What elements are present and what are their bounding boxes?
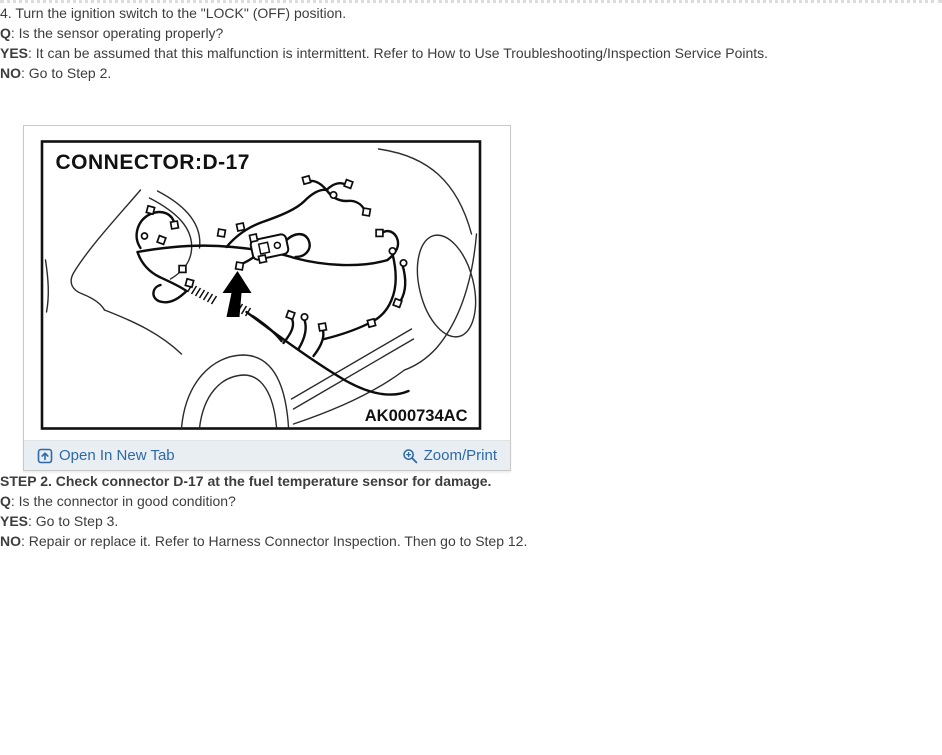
- question-label: Q: [0, 25, 11, 41]
- open-in-new-tab-icon: [37, 448, 53, 464]
- zoom-print-label: Zoom/Print: [423, 447, 497, 464]
- figure-frame: [23, 125, 511, 471]
- step-2-heading: STEP 2. Check connector D-17 at the fuel temperature sensor for damage.: [0, 473, 492, 489]
- diagram-title: CONNECTOR:D-17: [55, 151, 250, 174]
- open-in-new-tab-link[interactable]: [37, 447, 175, 464]
- question-1: [0, 23, 942, 43]
- diagram-code: AK000734AC: [364, 407, 468, 425]
- yes-answer-1: [0, 43, 942, 63]
- diagram-border: [42, 142, 480, 429]
- no-text: : Repair or replace it. Refer to Harness Connector Inspection. Then go to Step 12.: [21, 533, 528, 549]
- instruction-step-4: [0, 3, 942, 23]
- no-text: : Go to Step 2.: [21, 65, 112, 81]
- yes-text: : It can be assumed that this malfunction is intermittent. Refer to How to Use Troubleshooting/Inspection Service Points.: [28, 45, 769, 61]
- yes-label: YES: [0, 45, 29, 61]
- no-label: NO: [0, 65, 21, 81]
- wiring-diagram-svg: [40, 140, 482, 430]
- zoom-print-link[interactable]: [402, 447, 497, 464]
- wiring-diagram: [24, 126, 510, 440]
- zoom-icon: [402, 448, 418, 464]
- open-in-new-tab-label: Open In New Tab: [59, 447, 175, 464]
- instruction-text: 4. Turn the ignition switch to the "LOCK" (OFF) position.: [0, 5, 347, 21]
- question-text: : Is the connector in good condition?: [10, 493, 236, 509]
- question-2: [0, 491, 942, 511]
- no-label: NO: [0, 533, 21, 549]
- no-answer-2: [0, 531, 942, 551]
- yes-text: : Go to Step 3.: [28, 513, 119, 529]
- yes-answer-2: [0, 511, 942, 531]
- no-answer-1: [0, 63, 942, 83]
- troubleshooting-content: [0, 3, 942, 551]
- question-text: : Is the sensor operating properly?: [10, 25, 224, 41]
- question-label: Q: [0, 493, 11, 509]
- figure-toolbar: [24, 440, 510, 470]
- yes-label: YES: [0, 513, 29, 529]
